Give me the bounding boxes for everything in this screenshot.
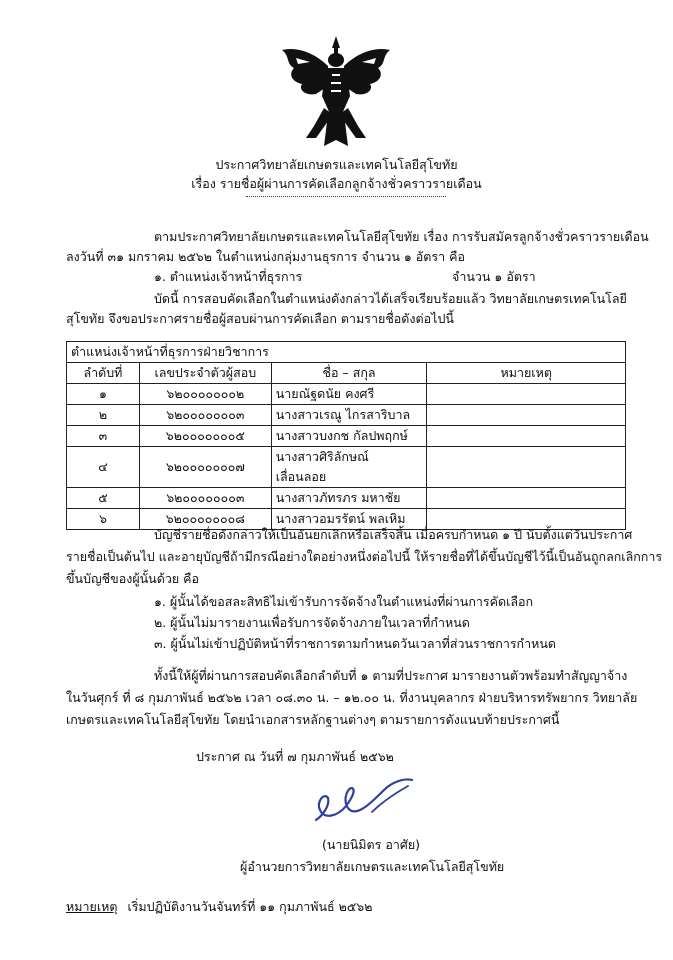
announcement-date: ประกาศ ณ วันที่ ๗ กุมภาพันธ์ ๒๕๖๒ — [196, 749, 394, 764]
footnote-label: หมายเหตุ — [66, 899, 118, 914]
position-line: ๑. ตำแหน่งเจ้าหน้าที่ธุรการ — [154, 269, 303, 284]
row-exam-id: ๖๒๐๐๐๐๐๐๐๓ — [139, 405, 271, 426]
row-remarks — [427, 447, 626, 488]
row-order: ๕ — [67, 488, 140, 509]
row-full-name: นายณัฐดนัย คงศรี — [271, 384, 427, 405]
row-order: ๖ — [67, 509, 140, 530]
row-exam-id: ๖๒๐๐๐๐๐๐๐๘ — [139, 509, 271, 530]
intro-line-1: ตามประกาศวิทยาลัยเกษตรและเทคโนโลยีสุโขทัย เรื่อง การรับสมัครลูกจ้างชั่วคราวรายเดือน — [154, 229, 649, 244]
validity-line-1: บัญชีรายชื่อดังกล่าวให้เป็นอันยกเลิกหรือเสร็จสิ้น เมื่อครบกำหนด ๑ ปี นับตั้งแต่วันประกาศ — [154, 527, 633, 542]
row-exam-id: ๖๒๐๐๐๐๐๐๐๗ — [139, 447, 271, 488]
report-line-1: ทั้งนี้ให้ผู้ที่ผ่านการสอบคัดเลือกลำดับที่ ๑ ตามที่ประกาศ มารายงานตัวพร้อมทำสัญญาจ้าง — [154, 668, 628, 683]
row-order: ๓ — [67, 426, 140, 447]
signatory-name: (นายนิมิตร อาศัย) — [322, 837, 421, 852]
validity-item-2: ๒. ผู้นั้นไม่มารายงานเพื่อรับการจัดจ้างภายในเวลาที่กำหนด — [154, 615, 470, 630]
validity-item-3: ๓. ผู้นั้นไม่เข้าปฏิบัติหน้าที่ราชการตามกำหนดวันเวลาที่ส่วนราชการกำหนด — [154, 636, 557, 651]
row-order: ๒ — [67, 405, 140, 426]
row-exam-id: ๖๒๐๐๐๐๐๐๐๒ — [139, 384, 271, 405]
report-line-2: ในวันศุกร์ ที่ ๘ กุมภาพันธ์ ๒๕๖๒ เวลา ๐๘.๓๐ น. – ๑๒.๐๐ น. ที่งานบุคลากร ฝ่ายบริหารทรัพยากร วิทยาลัย — [66, 690, 638, 705]
results-table — [66, 341, 626, 530]
header-order: ลำดับที่ — [67, 363, 140, 384]
table-row — [67, 488, 626, 509]
table-row — [67, 405, 626, 426]
row-full-name: นางสาวอมรรัตน์ พลเหิม — [271, 509, 427, 530]
intro-line-4: สุโขทัย จึงขอประกาศรายชื่อผู้สอบผ่านการคัดเลือก ตามรายชื่อดังต่อไปนี้ — [66, 311, 454, 326]
garuda-emblem-icon — [276, 34, 396, 152]
row-remarks — [427, 426, 626, 447]
validity-line-2: รายชื่อเป็นต้นไป และอายุบัญชีถ้ามีกรณีอย่างใดอย่างหนึ่งต่อไปนี้ ให้รายชื่อที่ได้ขึ้นบัญชีไว้นี้เป็นอันถูกลกเลิกการ — [66, 549, 663, 564]
position-count: จำนวน ๑ อัตรา — [452, 269, 536, 284]
announcement-subject: เรื่อง รายชื่อผู้ผ่านการคัดเลือกลูกจ้างชั่วคราวรายเดือน — [191, 176, 482, 191]
table-header-row — [67, 363, 626, 384]
table-caption: ตำแหน่งเจ้าหน้าที่ธุรการฝ่ายวิชาการ — [67, 342, 626, 363]
announcement-title: ประกาศวิทยาลัยเกษตรและเทคโนโลยีสุโขทัย — [215, 157, 458, 172]
footnote — [66, 898, 372, 915]
header-full-name: ชื่อ – สกุล — [271, 363, 427, 384]
row-exam-id: ๖๒๐๐๐๐๐๐๐๕ — [139, 426, 271, 447]
row-remarks — [427, 405, 626, 426]
signature-icon — [312, 776, 422, 828]
row-full-name: นางสาวบงกช กัลปพฤกษ์ — [271, 426, 427, 447]
row-full-name: นางสาวเรณู ไกรสาริบาล — [271, 405, 427, 426]
header-exam-id: เลขประจำตัวผู้สอบ — [139, 363, 271, 384]
row-remarks — [427, 384, 626, 405]
table-caption-row — [67, 342, 626, 363]
intro-line-3: บัดนี้ การสอบคัดเลือกในตำแหน่งดังกล่าวได้เสร็จเรียบร้อยแล้ว วิทยาลัยเกษตรเทคโนโลยี — [154, 291, 627, 306]
row-full-name: นางสาวศิริลักษณ์ เลื่อนลอย — [271, 447, 427, 488]
row-remarks — [427, 488, 626, 509]
row-exam-id: ๖๒๐๐๐๐๐๐๐๓ — [139, 488, 271, 509]
signatory-title: ผู้อำนวยการวิทยาลัยเกษตรและเทคโนโลยีสุโขทัย — [240, 859, 505, 874]
validity-line-3: ขึ้นบัญชีของผู้นั้นด้วย คือ — [66, 571, 200, 586]
footnote-text: เริ่มปฏิบัติงานวันจันทร์ที่ ๑๑ กุมภาพันธ์ ๒๕๖๒ — [127, 899, 373, 914]
table-row — [67, 426, 626, 447]
table-row — [67, 384, 626, 405]
header-remarks: หมายเหตุ — [427, 363, 626, 384]
dotted-divider — [246, 196, 446, 197]
report-line-3: เกษตรและเทคโนโลยีสุโขทัย โดยนำเอกสารหลักฐานต่างๆ ตามรายการดังแนบท้ายประกาศนี้ — [66, 712, 560, 727]
row-order: ๑ — [67, 384, 140, 405]
row-full-name: นางสาวภัทรภร มหาชัย — [271, 488, 427, 509]
intro-line-2: ลงวันที่ ๓๑ มกราคม ๒๕๖๒ ในตำแหน่งกลุ่มงานธุรการ จำนวน ๑ อัตรา คือ — [66, 249, 465, 264]
table-row — [67, 447, 626, 488]
validity-item-1: ๑. ผู้นั้นได้ขอสละสิทธิไม่เข้ารับการจัดจ้างในตำแหน่งที่ผ่านการคัดเลือก — [154, 594, 534, 609]
row-order: ๔ — [67, 447, 140, 488]
